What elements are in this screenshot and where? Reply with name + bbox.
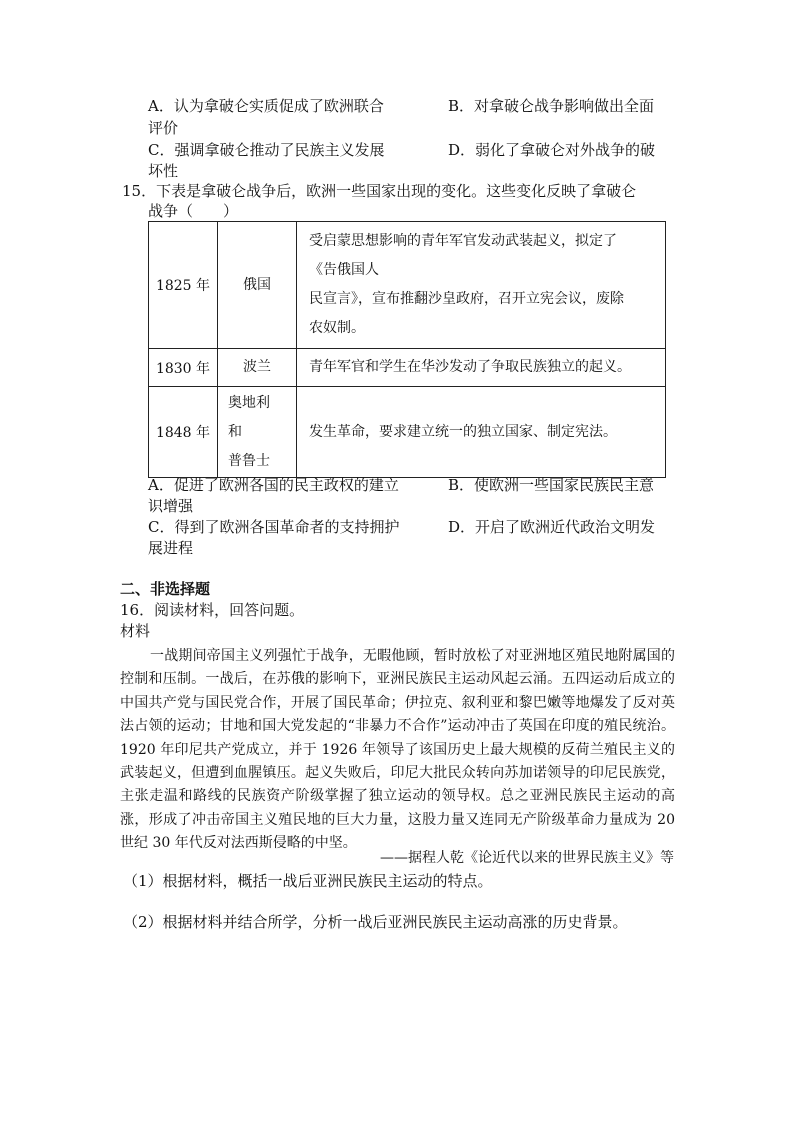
country-line: 普鲁士 (228, 452, 270, 469)
q15-table (148, 221, 666, 478)
table-row (149, 349, 666, 387)
desc-line: 《告俄国人 (309, 262, 379, 278)
desc-line: 青年军官和学生在华沙发动了争取民族独立的起义。 (309, 359, 631, 375)
desc-line: 民宣言》，宣布推翻沙皇政府，召开立宪会议，废除 (309, 291, 624, 307)
table-cell-desc (297, 387, 666, 478)
q16-sub2: （2）根据材料并结合所学，分析一战后亚洲民族民主运动高涨的历史背景。 (123, 913, 628, 931)
q14-option-a: A．认为拿破仑实质促成了欧洲联合 (148, 97, 384, 115)
table-cell-country: 俄国 (218, 222, 297, 349)
q16-sub1: （1）根据材料，概括一战后亚洲民族民主运动的特点。 (123, 872, 493, 890)
material-label: 材料 (120, 622, 151, 640)
q14-option-d-cont: 坏性 (148, 162, 179, 180)
section-title: 二、非选择题 (120, 580, 211, 598)
q15-option-a: A．促进了欧洲各国的民主政权的建立 (148, 476, 399, 494)
q16-stem: 16．阅读材料，回答问题。 (120, 601, 305, 619)
table-cell-year: 1825 年 (149, 222, 218, 349)
q15-option-b-cont: 识增强 (148, 497, 194, 515)
q15-option-c: C．得到了欧洲各国革命者的支持拥护 (148, 518, 400, 536)
q15-option-d-cont: 展进程 (148, 539, 194, 557)
q15-stem: 15．下表是拿破仑战争后，欧洲一些国家出现的变化。这些变化反映了拿破仑 (122, 182, 637, 200)
q14-option-c: C．强调拿破仑推动了民族主义发展 (148, 141, 385, 159)
desc-line: 发生革命，要求建立统一的独立国家、制定宪法。 (309, 423, 617, 440)
table-cell-year: 1848 年 (149, 387, 218, 478)
desc-line: 农奴制。 (309, 320, 365, 336)
country-line: 和 (228, 423, 242, 440)
material-source: ——据程人乾《论近代以来的世界民族主义》等 (380, 850, 674, 866)
desc-line: 受启蒙思想影响的青年军官发动武装起义，拟定了 (309, 233, 617, 249)
table-cell-year: 1830 年 (149, 349, 218, 387)
material-passage (120, 645, 675, 856)
q14-option-b: B．对拿破仑战争影响做出全面 (448, 97, 655, 115)
table-cell-country: 波兰 (218, 349, 297, 387)
q15-option-b: B．使欧洲一些国家民族民主意 (448, 476, 655, 494)
q14-option-d: D．弱化了拿破仑对外战争的破 (448, 141, 656, 159)
table-row (149, 222, 666, 349)
q15-option-d: D．开启了欧洲近代政治文明发 (448, 518, 656, 536)
table-cell-country (218, 387, 297, 478)
table-row (149, 387, 666, 478)
q14-option-b-cont: 评价 (148, 119, 179, 137)
country-line: 奥地利 (228, 394, 270, 411)
table-cell-desc (297, 222, 666, 349)
table-cell-desc (297, 349, 666, 387)
q15-stem-cont: 战争（ ） (148, 202, 239, 220)
material-text: 一战期间帝国主义列强忙于战争，无暇他顾，暂时放松了对亚洲地区殖民地附属国的控制和压制。一战后，在苏俄的影响下，亚洲民族民主运动风起云涌。五四运动后成立的中国共产党与国民党合作，开展了国民革命；伊拉克、叙利亚和黎巴嫩等地爆发了反对英法占领的运动；甘地和国大党发起的“非暴力不合作”运动冲击了英国在印度的殖民统治。1920 年印尼共产党成立，并于 1926 年领导了该国历史上最大规模的反荷兰殖民主义的武装起义，但遭到血腥镇压。起义失败后，印尼大批民众转向苏加诺领导的印尼民族党，主张走温和路线的民族资产阶级掌握了独立运动的领导权。总之亚洲民族民主运动的高涨，形成了冲击帝国主义殖民地的巨大力量，这股力量又连同无产阶级革命力量成为 20 世纪 30 年代反对法西斯侵略的中坚。 (120, 648, 675, 852)
